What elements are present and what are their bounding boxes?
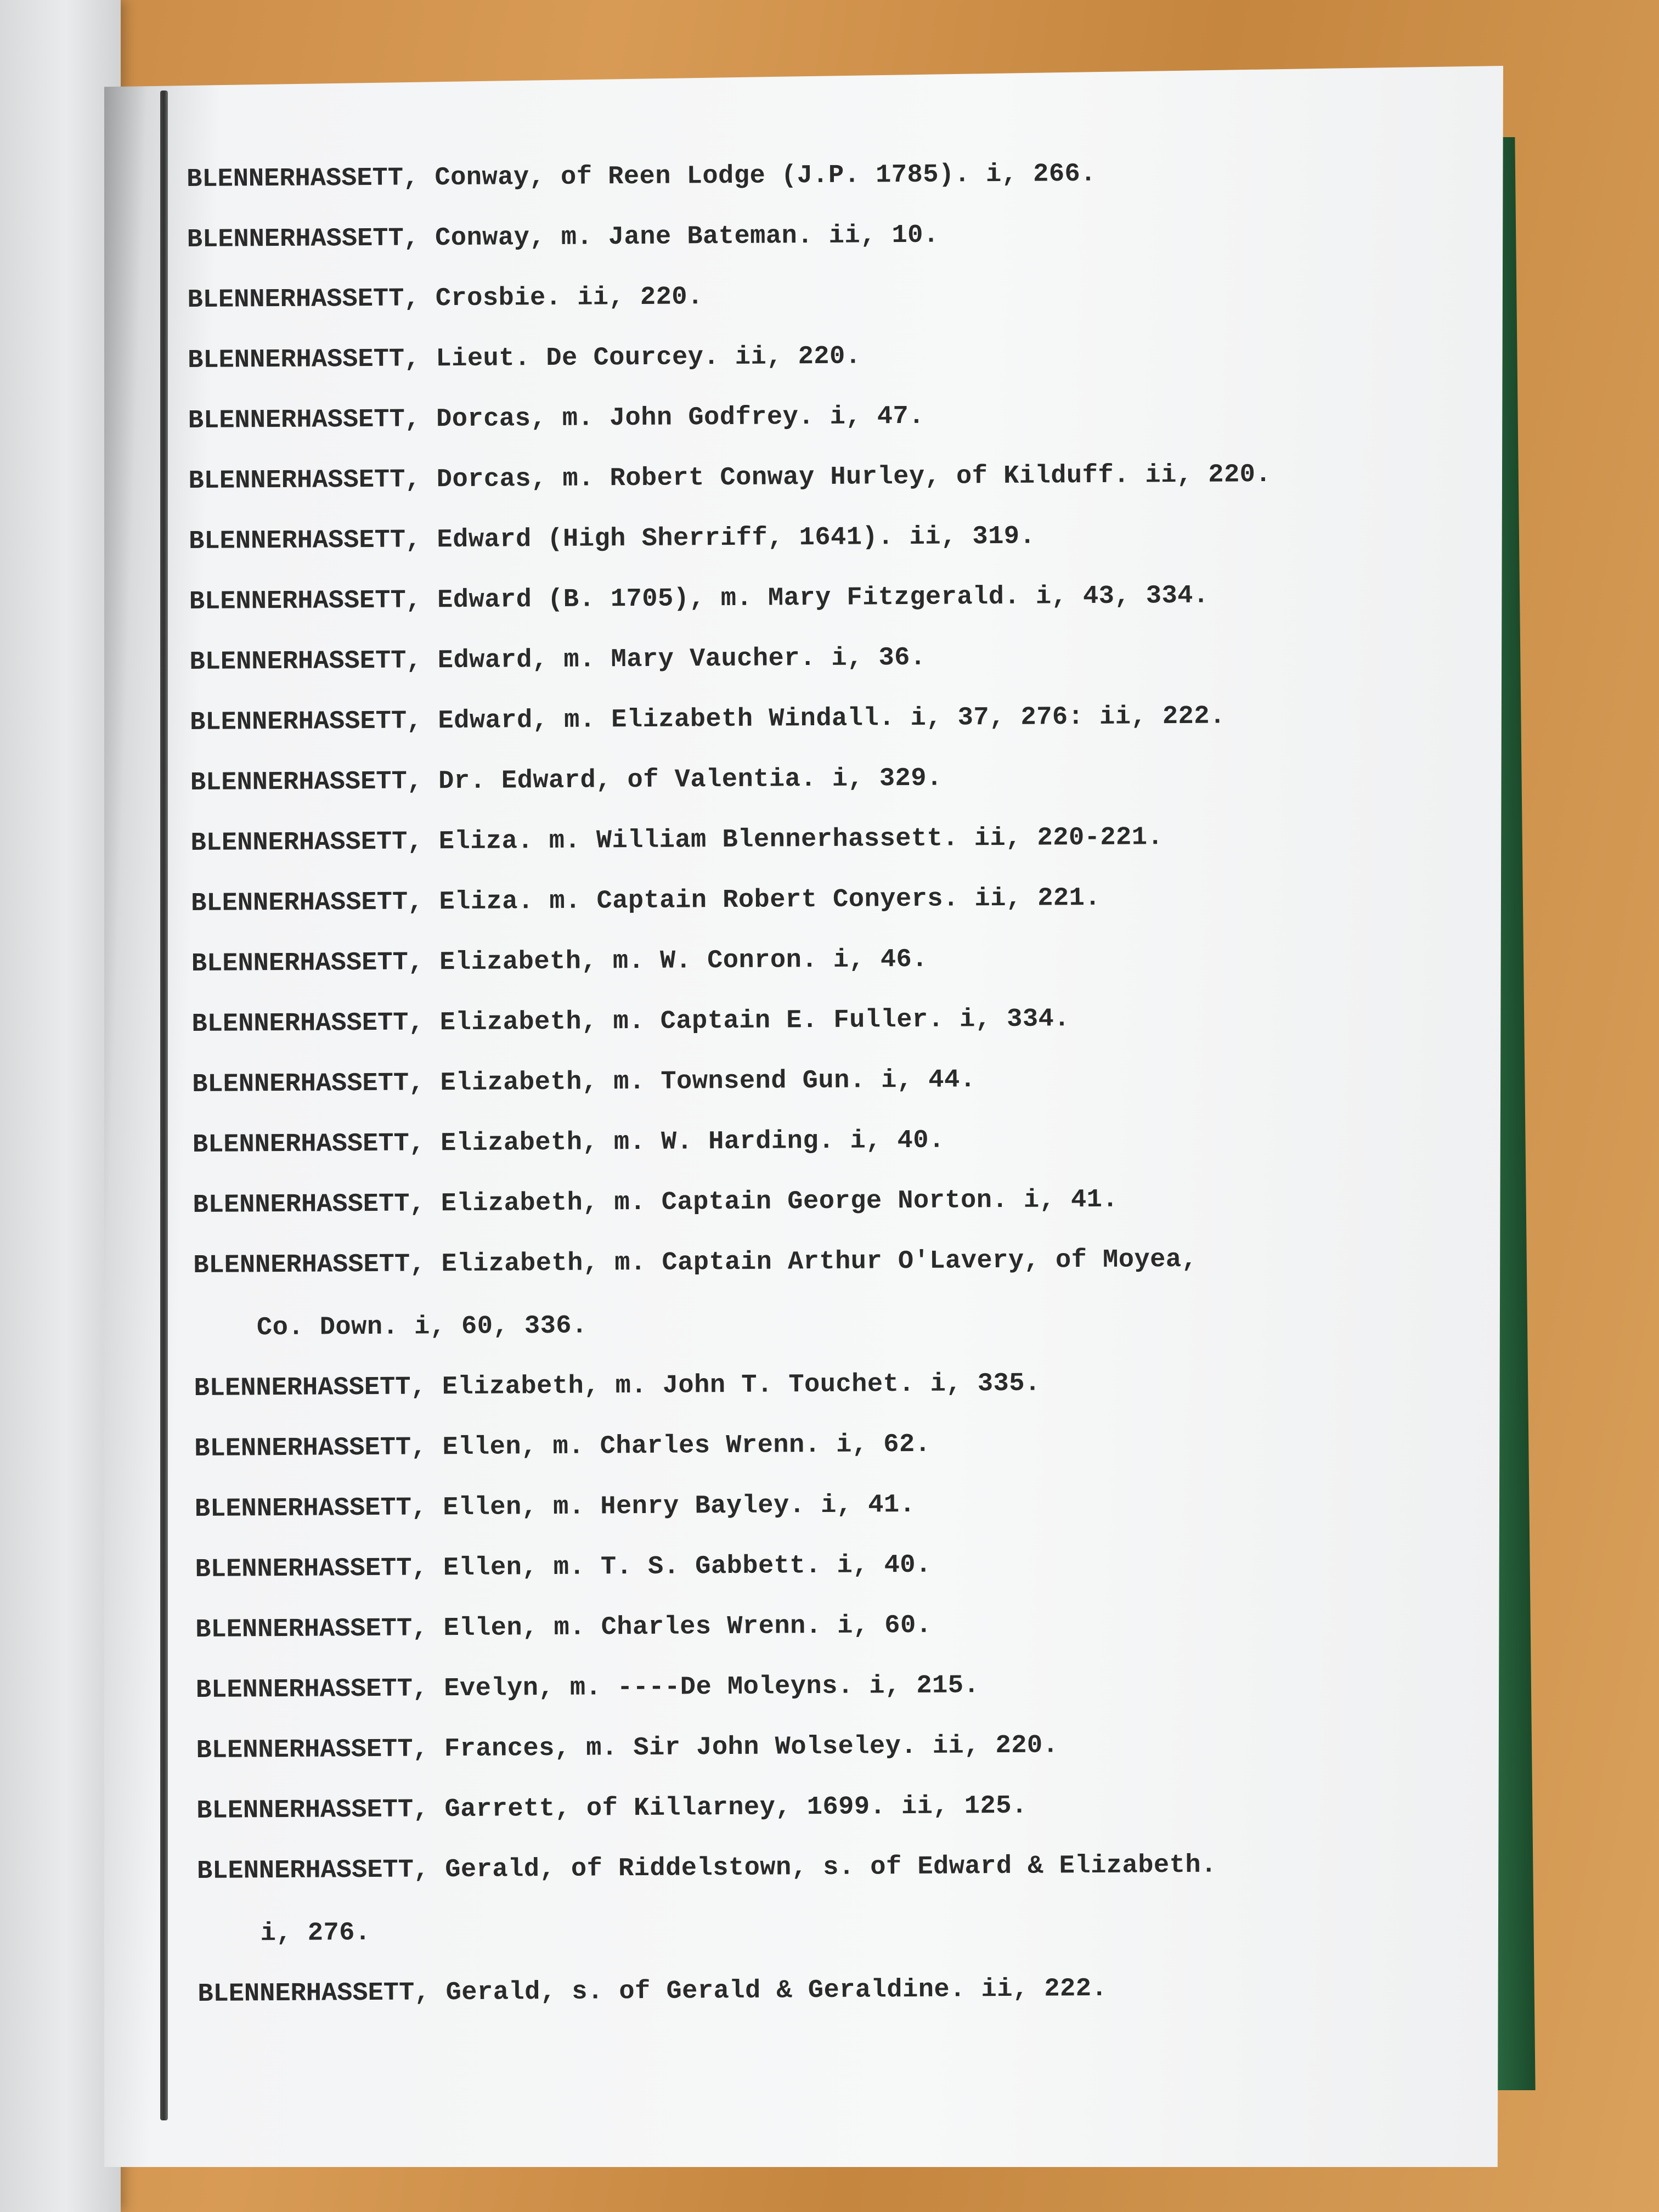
entry-surname: BLENNERHASSETT	[198, 1978, 415, 2009]
entry-text: , Edward (B. 1705), m. Mary Fitzgerald. i, 43, 334.	[405, 581, 1209, 616]
facing-page-edge	[0, 0, 121, 2212]
entry-surname: BLENNERHASSETT	[189, 646, 407, 677]
entry-text: , Dorcas, m. Robert Conway Hurley, of Kilduff. ii, 220.	[405, 460, 1272, 495]
index-entry	[194, 1426, 1489, 1465]
entry-text: , Elizabeth, m. W. Conron. i, 46.	[408, 945, 928, 978]
entry-surname: BLENNERHASSETT	[195, 1554, 412, 1584]
index-entry	[188, 459, 1483, 497]
index-entry	[191, 1002, 1486, 1040]
entry-text: , Elizabeth, m. John T. Touchet. i, 335.	[410, 1369, 1041, 1402]
entry-text: , Dorcas, m. John Godfrey. i, 47.	[404, 402, 925, 435]
entry-text: , Gerald, s. of Gerald & Geraldine. ii, 222.	[414, 1974, 1108, 2008]
entry-surname: BLENNERHASSETT	[196, 1855, 414, 1886]
entry-surname: BLENNERHASSETT	[195, 1674, 413, 1705]
entry-surname: BLENNERHASSETT	[188, 345, 405, 375]
entry-text: , Edward, m. Elizabeth Windall. i, 37, 276: ii, 222.	[406, 702, 1226, 736]
entry-text: , Conway, m. Jane Bateman. ii, 10.	[403, 221, 939, 253]
entry-surname: BLENNERHASSETT	[190, 767, 407, 798]
entry-text: , Elizabeth, m. Captain George Norton. i, 41.	[409, 1185, 1119, 1219]
entry-text: , Edward (High Sherriff, 1641). ii, 319.	[405, 522, 1036, 555]
index-entry	[189, 640, 1484, 678]
index-entry	[192, 1062, 1487, 1101]
index-entry	[198, 1972, 1492, 2010]
entry-text: , Gerald, of Riddelstown, s. of Edward & Elizabeth.	[413, 1850, 1217, 1885]
index-entry	[190, 760, 1485, 799]
index-entry	[190, 700, 1485, 738]
index-entry	[191, 941, 1486, 980]
entry-surname: BLENNERHASSETT	[192, 1129, 409, 1160]
index-entry	[196, 1728, 1491, 1767]
entry-surname: BLENNERHASSETT	[190, 827, 408, 858]
entry-text: , Lieut. De Courcey. ii, 220.	[404, 342, 861, 374]
entry-surname: BLENNERHASSETT	[192, 1069, 409, 1099]
entry-surname: BLENNERHASSETT	[193, 1189, 410, 1220]
entry-surname: BLENNERHASSETT	[189, 586, 406, 617]
entry-text: , Dr. Edward, of Valentia. i, 329.	[407, 764, 943, 797]
index-entry	[196, 1788, 1491, 1827]
index-entry	[193, 1122, 1487, 1161]
index-entry	[189, 579, 1484, 618]
entry-surname: BLENNERHASSETT	[194, 1373, 411, 1403]
entry-surname: BLENNERHASSETT	[194, 1433, 411, 1464]
index-entry	[197, 1849, 1492, 1950]
entry-surname: BLENNERHASSETT	[188, 405, 405, 436]
index-entry	[193, 1243, 1488, 1344]
entry-text: , Elizabeth, m. W. Harding. i, 40.	[409, 1126, 945, 1159]
entry-surname: BLENNERHASSETT	[191, 1008, 409, 1039]
entry-surname: BLENNERHASSETT	[195, 1614, 413, 1645]
entry-surname: BLENNERHASSETT	[189, 526, 406, 556]
index-entry	[195, 1607, 1490, 1646]
entry-text: , Ellen, m. Henry Bayley. i, 41.	[411, 1490, 916, 1523]
entry-surname: BLENNERHASSETT	[187, 224, 404, 255]
entry-text: , Edward, m. Mary Vaucher. i, 36.	[406, 643, 926, 676]
index-entry	[188, 338, 1482, 376]
entry-continuation: i, 276.	[260, 1918, 371, 1949]
entry-surname: BLENNERHASSETT	[196, 1795, 414, 1826]
index-entry	[195, 1487, 1489, 1525]
entry-text: , Evelyn, m. ----De Moleyns. i, 215.	[412, 1671, 980, 1704]
entry-surname: BLENNERHASSETT	[191, 948, 408, 979]
entry-surname: BLENNERHASSETT	[194, 1493, 412, 1524]
index-entry	[195, 1547, 1489, 1585]
entry-surname: BLENNERHASSETT	[196, 1735, 413, 1765]
index-entry	[187, 278, 1482, 316]
entry-text: , Ellen, m. Charles Wrenn. i, 62.	[411, 1430, 931, 1463]
entry-text: , Conway, of Reen Lodge (J.P. 1785). i, 266.	[403, 159, 1097, 193]
entry-surname: BLENNERHASSETT	[190, 707, 407, 737]
entry-continuation: Co. Down. i, 60, 336.	[256, 1311, 588, 1343]
index-entry	[191, 881, 1486, 919]
entry-text: , Ellen, m. T. S. Gabbett. i, 40.	[411, 1550, 932, 1583]
index-entry	[196, 1668, 1491, 1706]
index-entry-list	[187, 157, 1493, 2040]
index-entry	[189, 519, 1483, 557]
entry-text: , Eliza. m. William Blennerhassett. ii, 220-221.	[407, 823, 1164, 857]
entry-surname: BLENNERHASSETT	[191, 888, 408, 918]
entry-surname: BLENNERHASSETT	[187, 163, 404, 194]
index-entry	[193, 1183, 1487, 1221]
entry-text: , Frances, m. Sir John Wolseley. ii, 220.	[413, 1731, 1059, 1764]
index-entry	[190, 821, 1485, 859]
entry-text: , Elizabeth, m. Captain E. Fuller. i, 334.	[408, 1005, 1070, 1038]
entry-surname: BLENNERHASSETT	[193, 1250, 410, 1280]
entry-text: , Ellen, m. Charles Wrenn. i, 60.	[412, 1611, 932, 1644]
entry-surname: BLENNERHASSETT	[188, 465, 405, 496]
index-entry	[187, 217, 1482, 256]
index-entry	[188, 398, 1483, 437]
entry-text: , Elizabeth, m. Townsend Gun. i, 44.	[408, 1065, 976, 1098]
page-binding-shadow	[160, 91, 168, 2120]
entry-text: , Crosbie. ii, 220.	[404, 283, 703, 314]
entry-text: , Garrett, of Killarney, 1699. ii, 125.	[413, 1791, 1028, 1825]
entry-surname: BLENNERHASSETT	[187, 284, 404, 315]
entry-text: , Eliza. m. Captain Robert Conyers. ii, 221.	[407, 883, 1101, 917]
index-entry	[194, 1366, 1488, 1404]
entry-text: , Elizabeth, m. Captain Arthur O'Lavery, of Moyea,	[409, 1245, 1198, 1279]
